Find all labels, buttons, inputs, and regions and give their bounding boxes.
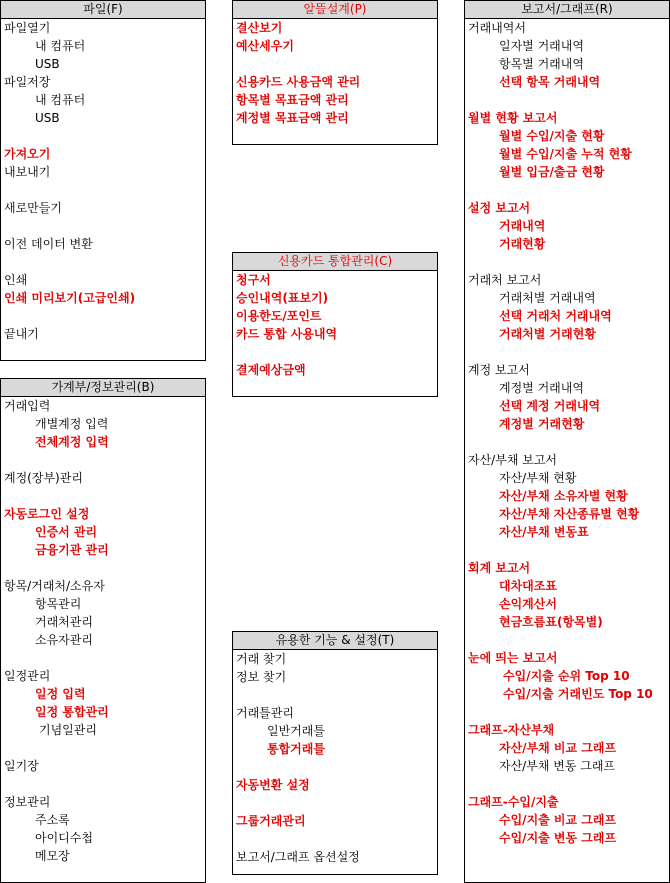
menu-item[interactable]: 월별 수입/지출 누적 현황 [499, 147, 632, 161]
menu-item[interactable]: 일기장 [4, 759, 39, 773]
menu-item[interactable]: 내보내기 [4, 165, 51, 179]
menu-spacer [465, 343, 669, 361]
menu-item[interactable]: 인쇄 [4, 273, 28, 287]
menu-item[interactable]: 파일저장 [4, 75, 51, 89]
menu-item[interactable]: 수입/지출 변동 그래프 [499, 831, 617, 845]
menu-item[interactable]: 계정(장부)관리 [4, 471, 83, 485]
menu-item[interactable]: 거래내역 [499, 219, 546, 233]
menu-item[interactable]: 일자별 거래내역 [499, 39, 584, 53]
menu-item[interactable]: 선택 계정 거래내역 [499, 399, 601, 413]
menu-item[interactable]: 정보관리 [4, 795, 51, 809]
menu-item[interactable]: 회계 보고서 [468, 561, 531, 575]
panel-household [0, 378, 206, 883]
menu-item[interactable]: 인쇄 미리보기(고급인쇄) [4, 291, 136, 305]
menu-item[interactable]: 자산/부채 보고서 [468, 453, 558, 467]
menu-item[interactable]: 이용한도/포인트 [236, 309, 322, 323]
menu-item[interactable]: 선택 거래처 거래내역 [499, 309, 612, 323]
menu-item[interactable]: USB [35, 111, 60, 125]
menu-item[interactable]: 보고서/그래프 옵션설정 [236, 850, 360, 864]
menu-item[interactable]: 전체계정 입력 [35, 435, 109, 449]
menu-item[interactable]: 거래처 보고서 [468, 273, 542, 287]
menu-item[interactable]: 거래처별 거래내역 [499, 291, 596, 305]
menu-item[interactable]: 계정별 거래현황 [499, 417, 585, 431]
menu-spacer [465, 703, 669, 721]
menu-spacer [465, 631, 669, 649]
menu-spacer [1, 181, 205, 199]
menu-item[interactable]: 거래처관리 [35, 615, 93, 629]
menu-item[interactable]: 청구서 [236, 273, 271, 287]
menu-item[interactable]: 아이디수첩 [35, 831, 93, 845]
menu-item[interactable]: 금융기관 관리 [35, 543, 109, 557]
menu-item[interactable]: 현금흐름표(항목별) [499, 615, 603, 629]
menu-spacer [233, 55, 437, 73]
menu-item[interactable]: 신용카드 사용금액 관리 [236, 75, 361, 89]
panel-title-tools: 유용한 기능 & 설정(T) [233, 632, 437, 650]
menu-item[interactable]: 계정별 목표금액 관리 [236, 111, 349, 125]
menu-item[interactable]: 월별 수입/지출 현황 [499, 129, 605, 143]
menu-item[interactable]: 거래현황 [499, 237, 546, 251]
menu-item[interactable]: 수입/지출 비교 그래프 [499, 813, 617, 827]
panel-reports [464, 0, 670, 883]
panel-budget [232, 0, 438, 145]
menu-spacer [1, 127, 205, 145]
menu-item[interactable]: 월별 입금/출금 현황 [499, 165, 605, 179]
menu-item[interactable]: 내 컴퓨터 [35, 93, 86, 107]
menu-spacer [465, 253, 669, 271]
menu-item[interactable]: 거래입력 [4, 399, 51, 413]
panel-title-card-text: 신용카드 통합관리(C) [277, 254, 393, 268]
panel-card [232, 252, 438, 397]
menu-item[interactable]: 일정 통합관리 [35, 705, 109, 719]
menu-item[interactable]: 항목/거래처/소유자 [4, 579, 105, 593]
panel-title-file: 파일(F) [1, 1, 205, 19]
panel-title-household: 가계부/정보관리(B) [1, 379, 205, 397]
menu-item[interactable]: 항목별 거래내역 [499, 57, 584, 71]
menu-item[interactable]: 예산세우기 [236, 39, 294, 53]
menu-item[interactable]: 자동변환 설정 [236, 778, 310, 792]
menu-item[interactable]: 거래 찾기 [236, 652, 287, 666]
menu-item[interactable]: 손익계산서 [499, 597, 557, 611]
menu-item[interactable]: 자산/부채 변동표 [499, 525, 589, 539]
menu-item[interactable]: 항목관리 [35, 597, 82, 611]
panel-title-budget [233, 1, 437, 19]
menu-item[interactable]: 내 컴퓨터 [35, 39, 86, 53]
panel-tools [232, 631, 438, 875]
panel-file [0, 0, 206, 361]
menu-spacer [1, 649, 205, 667]
menu-spacer [465, 775, 669, 793]
menu-item[interactable]: 자산/부채 소유자별 현황 [499, 489, 628, 503]
menu-item[interactable]: 그룹거래관리 [236, 814, 306, 828]
menu-item[interactable]: 계정 보고서 [468, 363, 530, 377]
menu-item[interactable]: 개별계정 입력 [35, 417, 109, 431]
menu-spacer [233, 758, 437, 776]
menu-item[interactable]: 결제예상금액 [236, 363, 306, 377]
menu-item[interactable]: 이전 데이터 변환 [4, 237, 93, 251]
menu-spacer [1, 253, 205, 271]
menu-item[interactable]: 거래틀관리 [236, 706, 294, 720]
panel-title-reports: 보고서/그래프(R) [465, 1, 669, 19]
menu-item[interactable]: 수입/지출 순위 Top 10 [503, 669, 630, 683]
menu-spacer [465, 433, 669, 451]
menu-item[interactable]: 일정관리 [4, 669, 51, 683]
panel-title-card [233, 253, 437, 271]
menu-item[interactable]: 계정별 거래내역 [499, 381, 584, 395]
menu-spacer [1, 451, 205, 469]
menu-item[interactable]: 끝내기 [4, 327, 39, 341]
menu-item[interactable]: 자산/부채 변동 그래프 [499, 759, 616, 773]
menu-item[interactable]: 선택 항목 거래내역 [499, 75, 601, 89]
menu-item[interactable]: 거래처별 거래현황 [499, 327, 596, 341]
menu-item[interactable]: 그래프-자산부채 [468, 723, 555, 737]
menu-item[interactable]: 일반거래틀 [267, 724, 325, 738]
menu-item[interactable]: 소유자관리 [35, 633, 93, 647]
menu-spacer [233, 794, 437, 812]
menu-item[interactable]: 자동로그인 설정 [4, 507, 90, 521]
menu-spacer [233, 830, 437, 848]
menu-spacer [1, 487, 205, 505]
menu-item[interactable]: 주소록 [35, 813, 70, 827]
menu-item[interactable]: 통합거래틀 [267, 742, 325, 756]
menu-item[interactable]: 항목별 목표금액 관리 [236, 93, 349, 107]
menu-item[interactable]: 결산보기 [236, 21, 283, 35]
menu-item[interactable]: 수입/지출 거래빈도 Top 10 [503, 687, 653, 701]
menu-item[interactable]: 인증서 관리 [35, 525, 98, 539]
menu-spacer [1, 739, 205, 757]
menu-spacer [1, 307, 205, 325]
menu-item[interactable]: 그래프-수입/지출 [468, 795, 559, 809]
menu-item[interactable]: 카드 통합 사용내역 [236, 327, 338, 341]
menu-item[interactable]: 자산/부채 자산종류별 현황 [499, 507, 640, 521]
menu-spacer [465, 541, 669, 559]
menu-spacer [233, 343, 437, 361]
menu-item[interactable]: 일정 입력 [35, 687, 86, 701]
menu-item[interactable]: 승인내역(표보기) [236, 291, 329, 305]
menu-item[interactable]: 거래내역서 [468, 21, 526, 35]
panel-title-budget-text: 알뜰설계(P) [303, 2, 367, 16]
menu-item[interactable]: 대차대조표 [499, 579, 557, 593]
menu-spacer [1, 217, 205, 235]
menu-item[interactable]: 파일열기 [4, 21, 51, 35]
menu-item[interactable]: 자산/부채 현황 [499, 471, 577, 485]
menu-item[interactable]: 가져오기 [4, 147, 51, 161]
menu-item[interactable]: 눈에 띄는 보고서 [468, 651, 558, 665]
menu-spacer [465, 181, 669, 199]
menu-item[interactable]: 정보 찾기 [236, 670, 287, 684]
menu-item[interactable]: 설정 보고서 [468, 201, 531, 215]
menu-spacer [1, 775, 205, 793]
menu-spacer [465, 91, 669, 109]
menu-spacer [233, 686, 437, 704]
menu-item[interactable]: 자산/부채 비교 그래프 [499, 741, 617, 755]
menu-item[interactable]: 메모장 [35, 849, 70, 863]
menu-item[interactable]: 새로만들기 [4, 201, 62, 215]
menu-item[interactable]: 기념일관리 [39, 723, 97, 737]
menu-item[interactable]: 월별 현황 보고서 [468, 111, 558, 125]
menu-spacer [1, 559, 205, 577]
menu-item[interactable]: USB [35, 57, 60, 71]
